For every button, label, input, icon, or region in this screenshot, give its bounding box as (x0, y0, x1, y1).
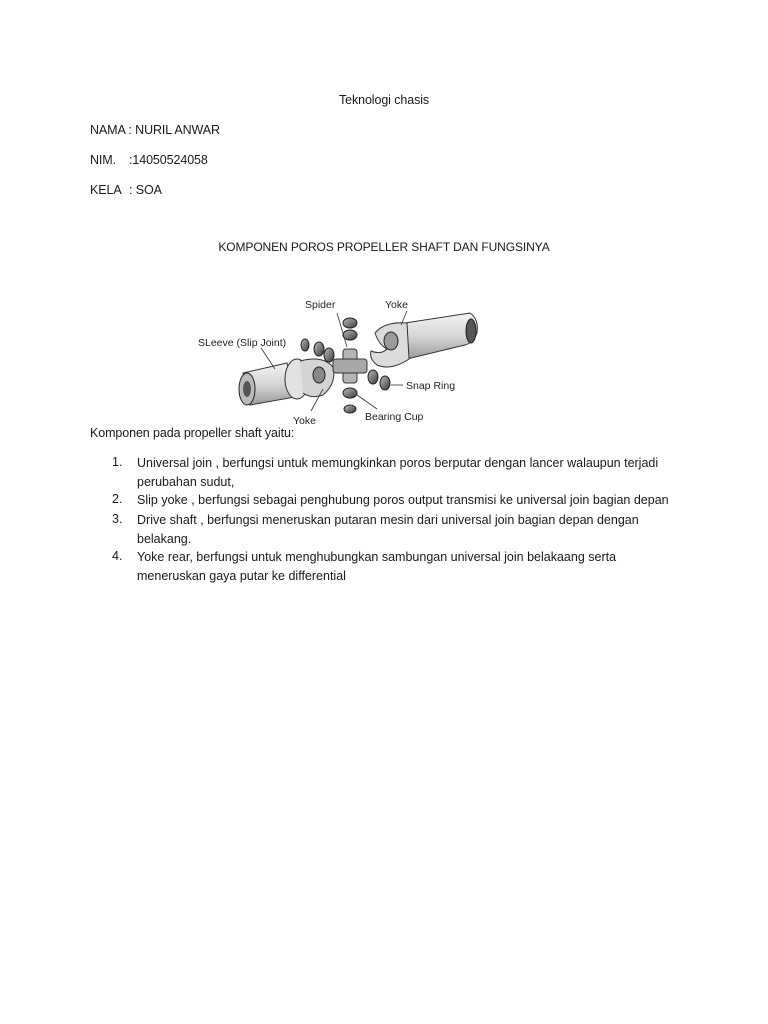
section-heading: KOMPONEN POROS PROPELLER SHAFT DAN FUNGSINYA (218, 240, 550, 254)
document-title: Teknologi chasis (338, 93, 430, 107)
student-nim-value: :14050524058 (129, 153, 208, 167)
label-sleeve: SLeeve (Slip Joint) (198, 337, 287, 349)
label-bearing-cup: Bearing Cup (365, 411, 424, 423)
list-item-number: 1. (112, 455, 123, 469)
student-class-value: : SOA (129, 183, 162, 197)
list-item-text: Slip yoke , berfungsi sebagai penghubung poros output transmisi ke universal join bagian depan (137, 493, 669, 507)
list-item-text-cont: perubahan sudut, (137, 474, 235, 489)
label-spider: Spider (305, 299, 336, 311)
list-item-text-cont: belakang. (137, 531, 192, 546)
drive-shaft-tube (405, 313, 477, 359)
list-item-text-cont: meneruskan gaya putar ke differential (137, 568, 346, 583)
label-yoke-top: Yoke (385, 299, 408, 311)
list-item-number: 2. (112, 492, 123, 506)
label-snap-ring: Snap Ring (406, 380, 456, 392)
list-item-text: Drive shaft , berfungsi meneruskan putaran mesin dari universal join bagian depan dengan (137, 513, 639, 527)
propeller-shaft-diagram (195, 293, 480, 428)
student-name: NAMA : NURIL ANWAR (90, 123, 220, 137)
spider-shape (333, 349, 367, 383)
list-item-text: Yoke rear, berfungsi untuk menghubungkan sambungan universal join belakaang serta (137, 550, 617, 564)
label-yoke-bottom: Yoke (293, 415, 316, 427)
list-item-number: 4. (112, 549, 123, 563)
components-intro: Komponen pada propeller shaft yaitu: (90, 426, 295, 440)
student-nim-label: NIM. (90, 153, 116, 167)
yoke-top-shape (371, 323, 409, 367)
list-item-text: Universal join , berfungsi untuk memungkinkan poros berputar dengan lancer walaupun terjadi (137, 456, 659, 470)
sleeve-slip-joint-shape (239, 359, 334, 405)
student-class-label: KELA (90, 183, 122, 197)
list-item-number: 3. (112, 512, 123, 526)
